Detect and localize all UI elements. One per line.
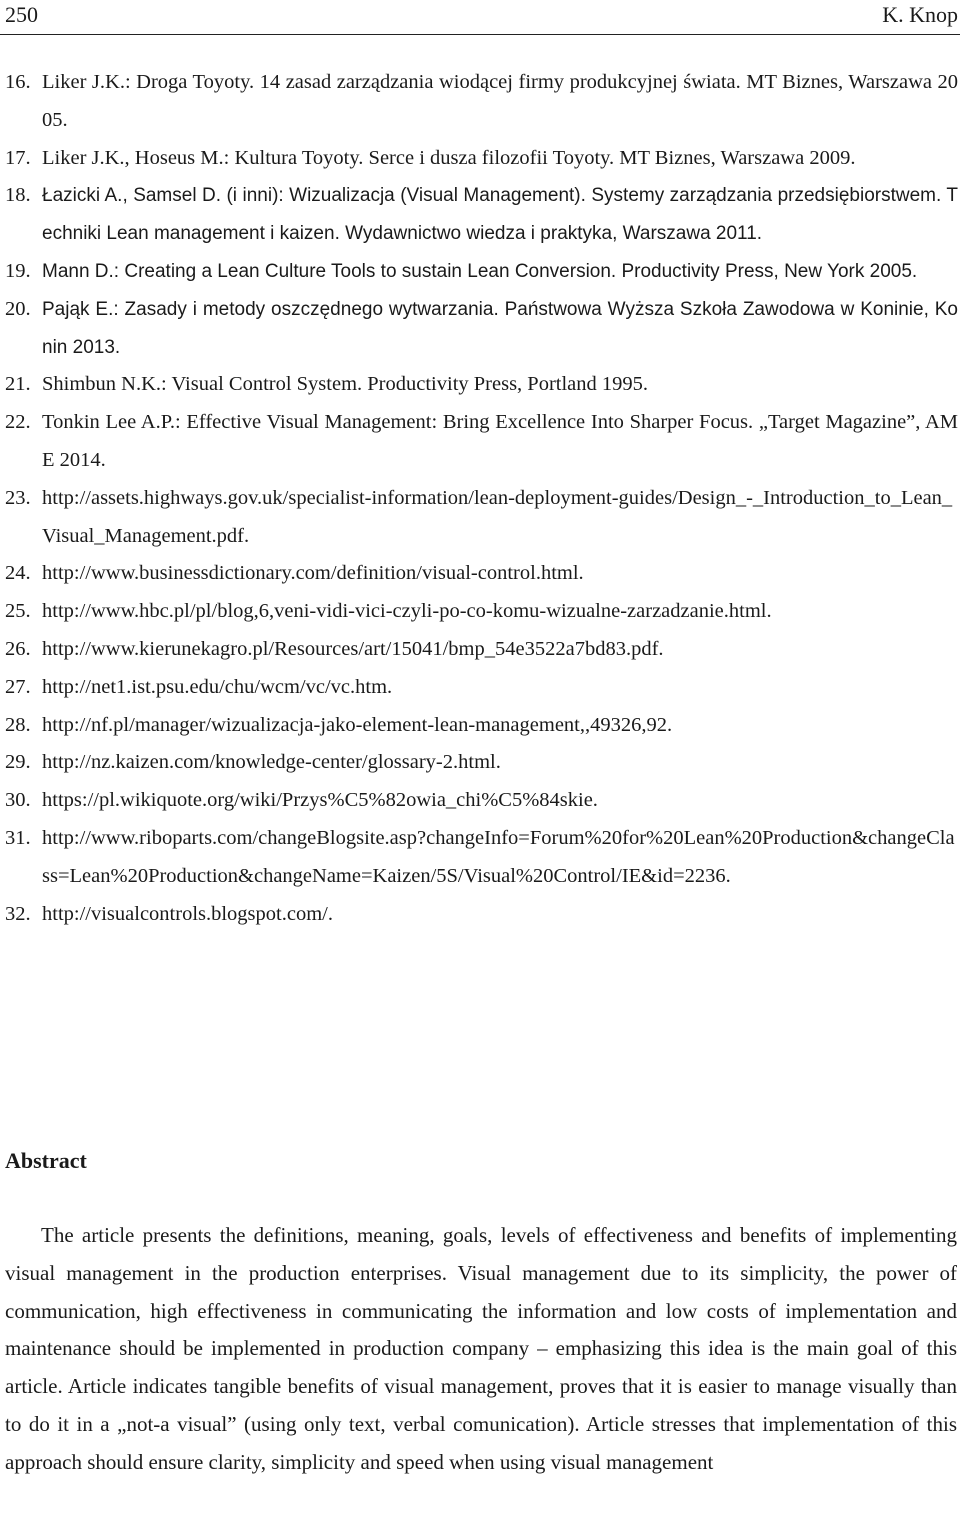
reference-number: 25. — [5, 600, 31, 623]
reference-link[interactable]: http://www.hbc.pl/pl/blog,6,veni-vidi-vici-czyli-po-co-komu-wizualne-zarzadzanie.html. — [42, 600, 772, 623]
reference-link[interactable]: https://pl.wikiquote.org/wiki/Przys%C5%82owia_chi%C5%84skie. — [42, 789, 598, 812]
reference-text: Pająk E.: Zasady i metody oszczędnego wytwarzania. Państwowa Wyższa Szkoła Zawodowa w Koninie, Konin 2013. — [42, 298, 958, 358]
reference-number: 22. — [5, 411, 31, 434]
reference-number: 19. — [5, 259, 31, 282]
reference-link[interactable]: http://net1.ist.psu.edu/chu/wcm/vc/vc.htm. — [42, 675, 393, 698]
reference-number: 31. — [5, 826, 31, 849]
reference-text: Shimbun N.K.: Visual Control System. Productivity Press, Portland 1995. — [42, 373, 649, 396]
reference-text: Mann D.: Creating a Lean Culture Tools to sustain Lean Conversion. Productivity Press, New York 2005. — [42, 260, 918, 282]
reference-number: 26. — [5, 637, 31, 660]
abstract-body: The article presents the definitions, meaning, goals, levels of effectiveness and benefits of implementing visual management in the production enterprises. Visual management due to its simplicity, the power of communication, high effectiveness in communicating the information and low costs of implementation and maintenance should be implemented in production company – emphasizing this idea is the main goal of this article. Article indicates tangible benefits of visual management, proves that it is easier to manage visually than to do it in a „not-a visual” (using only text, verbal comunication). Article stresses that implementation of this approach should ensure clarity, simplicity and speed when using visual management — [5, 1223, 957, 1474]
reference-item — [0, 253, 960, 291]
reference-item — [0, 140, 960, 178]
reference-number: 16. — [5, 71, 31, 93]
reference-number: 27. — [5, 675, 31, 698]
reference-item — [0, 896, 960, 934]
page-header — [0, 0, 960, 35]
reference-number: 17. — [5, 146, 31, 169]
reference-item — [0, 480, 960, 556]
reference-number: 28. — [5, 713, 31, 736]
reference-text: Tonkin Lee A.P.: Effective Visual Management: Bring Excellence Into Sharper Focus. „Target Magazine”, AME 2014. — [42, 411, 958, 471]
reference-text: Liker J.K.: Droga Toyoty. 14 zasad zarządzania wiodącej firmy produkcyjnej świata. MT Biznes, Warszawa 2005. — [42, 71, 958, 131]
reference-number: 23. — [5, 486, 31, 509]
reference-link[interactable]: http://assets.highways.gov.uk/specialist-information/lean-deployment-guides/Design_-_Introduction_to_Lean_Visual_Management.pdf. — [42, 486, 953, 547]
reference-item — [0, 707, 960, 745]
reference-item — [0, 177, 960, 253]
reference-number: 32. — [5, 902, 31, 925]
reference-list — [0, 64, 960, 933]
reference-item — [0, 820, 960, 896]
reference-link[interactable]: http://www.riboparts.com/changeBlogsite.asp?changeInfo=Forum%20for%20Lean%20Production&changeClass=Lean%20Production&changeName=Kaizen/5S/Visual%20Control/IE&id=2236. — [42, 826, 955, 887]
reference-item — [0, 744, 960, 782]
reference-number: 24. — [5, 562, 31, 585]
reference-item — [0, 366, 960, 404]
reference-number: 20. — [5, 297, 31, 320]
reference-item — [0, 631, 960, 669]
reference-item — [0, 555, 960, 593]
reference-link[interactable]: http://visualcontrols.blogspot.com/. — [42, 902, 333, 925]
reference-item — [0, 291, 960, 367]
reference-link[interactable]: http://www.businessdictionary.com/definition/visual-control.html. — [42, 562, 584, 585]
abstract-heading: Abstract — [5, 1148, 87, 1173]
reference-item — [0, 64, 960, 140]
running-head: K. Knop — [882, 2, 958, 27]
reference-text: Łazicki A., Samsel D. (i inni): Wizualizacja (Visual Management). Systemy zarządzania przedsiębiorstwem. Techniki Lean management i kaizen. Wydawnictwo wiedza i praktyka, Warszawa 2011. — [42, 185, 958, 245]
page-number: 250 — [5, 2, 38, 27]
reference-item — [0, 669, 960, 707]
reference-item — [0, 404, 960, 480]
reference-item — [0, 782, 960, 820]
reference-link[interactable]: http://www.kierunekagro.pl/Resources/art/15041/bmp_54e3522a7bd83.pdf. — [42, 637, 664, 660]
reference-link[interactable]: http://nf.pl/manager/wizualizacja-jako-element-lean-management,,49326,92. — [42, 713, 673, 736]
reference-link[interactable]: http://nz.kaizen.com/knowledge-center/glossary-2.html. — [42, 751, 501, 774]
reference-item — [0, 593, 960, 631]
reference-number: 18. — [5, 184, 31, 207]
reference-text: Liker J.K., Hoseus M.: Kultura Toyoty. Serce i dusza filozofii Toyoty. MT Biznes, Warszawa 2009. — [42, 146, 856, 169]
reference-number: 29. — [5, 751, 31, 774]
reference-number: 30. — [5, 789, 31, 812]
reference-number: 21. — [5, 373, 31, 396]
